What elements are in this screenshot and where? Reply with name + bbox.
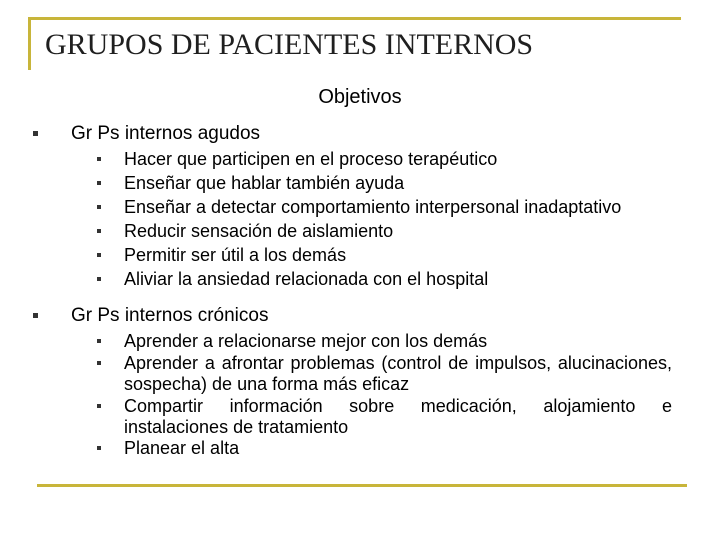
square-bullet-icon [97,446,101,450]
slide-title: GRUPOS DE PACIENTES INTERNOS [45,28,534,61]
square-bullet-icon [97,253,101,257]
list-item [124,149,497,170]
list-item-text: Hacer que participen en el proceso terapéutico [124,149,498,169]
list-item [124,245,346,266]
square-bullet-icon [97,181,101,185]
bottom-divider [37,484,687,487]
list-item [124,221,393,242]
list-item-text: Permitir ser útil a los demás [124,245,347,265]
list-item-text: Aprender a afrontar problemas (control de impulsos, alucinaciones, sospecha) de una forma más eficaz [124,353,672,394]
list-item-text: Aprender a relacionarse mejor con los demás [124,331,488,351]
section-agudos-heading [71,123,260,145]
square-bullet-icon [97,404,101,408]
square-bullet-icon [97,361,101,365]
list-item-text: Aliviar la ansiedad relacionada con el hospital [124,269,489,289]
square-bullet-icon [33,313,38,318]
list-item-text: Enseñar a detectar comportamiento interpersonal inadaptativo [124,197,622,217]
section-cronicos-heading [71,305,268,327]
section-label: Gr Ps internos agudos [71,123,261,144]
list-item-text: Reducir sensación de aislamiento [124,221,394,241]
list-item [124,331,487,352]
list-item [124,396,672,438]
list-item [124,269,488,290]
square-bullet-icon [97,339,101,343]
square-bullet-icon [97,205,101,209]
section-label: Gr Ps internos crónicos [71,305,269,326]
list-item [124,353,672,395]
list-item [124,438,239,459]
list-item [124,173,404,194]
list-item-text: Planear el alta [124,438,240,458]
list-item-text: Compartir información sobre medicación, alojamiento e instalaciones de tratamiento [124,396,672,437]
square-bullet-icon [97,229,101,233]
list-item [124,197,621,218]
square-bullet-icon [97,157,101,161]
subtitle-text: Objetivos [318,86,402,108]
square-bullet-icon [33,131,38,136]
slide-subtitle [0,86,720,109]
list-item-text: Enseñar que hablar también ayuda [124,173,405,193]
square-bullet-icon [97,277,101,281]
